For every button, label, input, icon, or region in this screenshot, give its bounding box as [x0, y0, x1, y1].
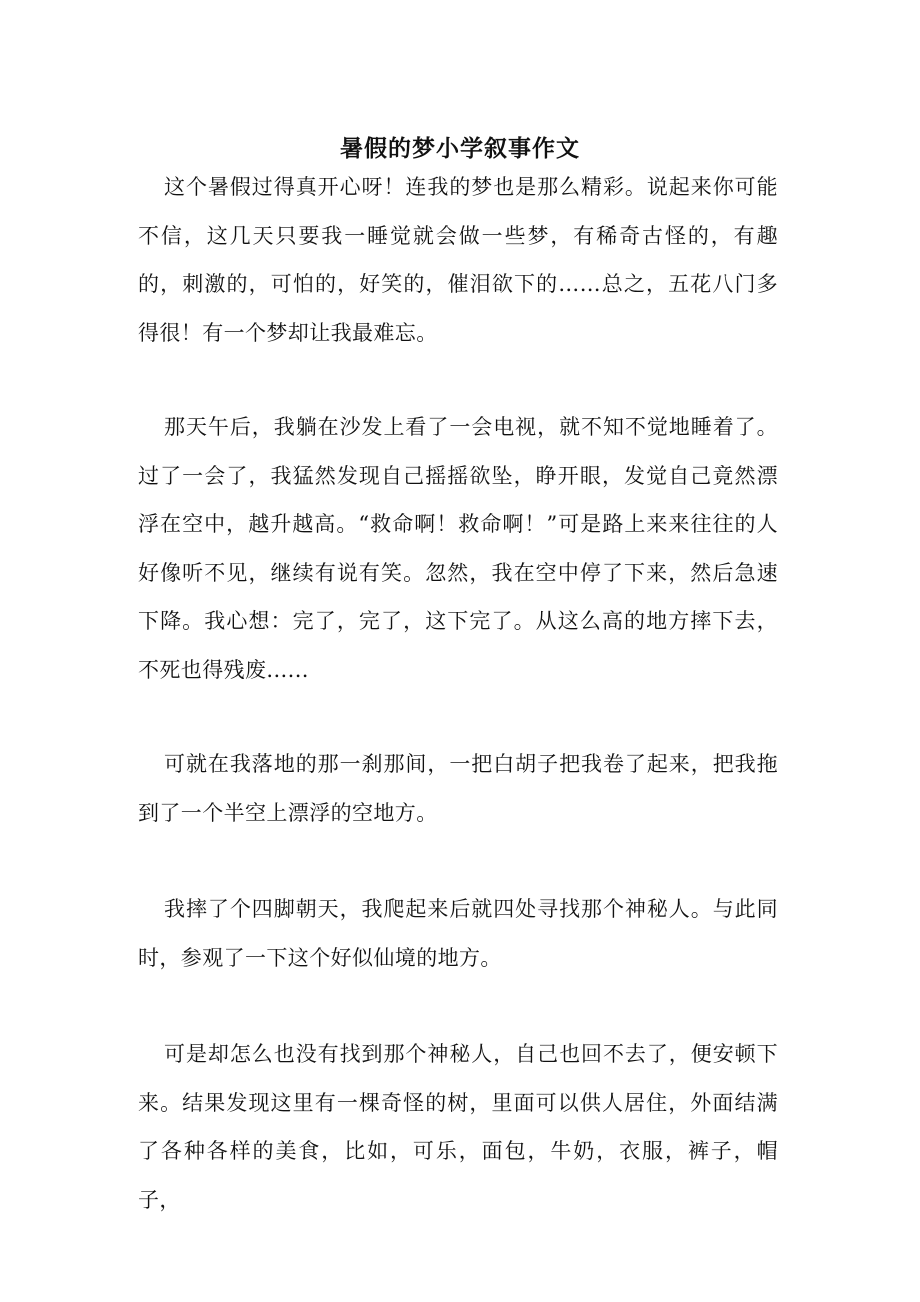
page-title: 暑假的梦小学叙事作文	[340, 135, 580, 163]
paragraph-1: 这个暑假过得真开心呀！连我的梦也是那么精彩。说起来你可能不信，这几天只要我一睡觉就会做一些梦，有稀奇古怪的，有趣的，刺激的，可怕的，好笑的，催泪欲下的……总之，五花八门多得很！有一个梦却让我最难忘。	[138, 175, 778, 345]
paragraph-4: 我摔了个四脚朝天，我爬起来后就四处寻找那个神秘人。与此同时，参观了一下这个好似仙境的地方。	[138, 897, 778, 970]
paragraph-2: 那天午后，我躺在沙发上看了一会电视，就不知不觉地睡着了。过了一会了，我猛然发现自己摇摇欲坠，睁开眼，发觉自己竟然漂浮在空中，越升越高。“救命啊！救命啊！”可是路上来来往往的人好像听不见，继续有说有笑。忽然，我在空中停了下来，然后急速下降。我心想：完了，完了，这下完了。从这么高的地方摔下去，不死也得残废......	[138, 415, 778, 682]
paragraph-3: 可就在我落地的那一刹那间，一把白胡子把我卷了起来，把我拖到了一个半空上漂浮的空地方。	[138, 752, 778, 825]
paragraph-5: 可是却怎么也没有找到那个神秘人，自己也回不去了，便安顿下来。结果发现这里有一棵奇怪的树，里面可以供人居住，外面结满了各种各样的美食，比如，可乐，面包，牛奶，衣服，裤子，帽子，	[138, 1042, 778, 1212]
